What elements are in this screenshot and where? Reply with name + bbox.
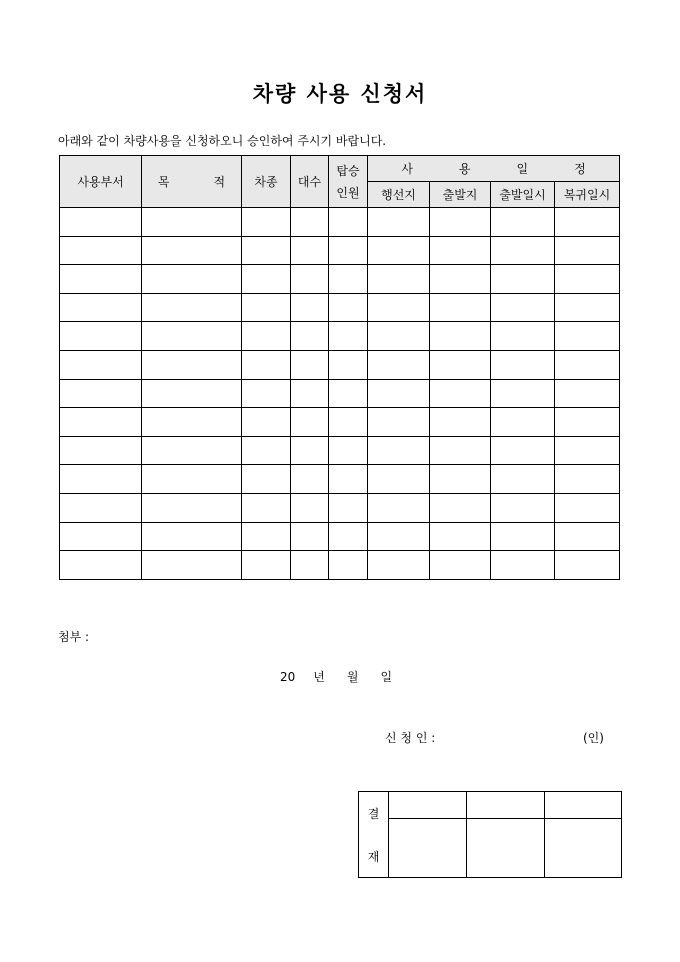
table-cell[interactable] [329, 236, 368, 265]
table-cell[interactable] [242, 379, 291, 408]
table-cell[interactable] [329, 465, 368, 494]
table-cell[interactable] [555, 522, 620, 551]
table-cell[interactable] [142, 465, 242, 494]
table-cell[interactable] [555, 265, 620, 294]
table-cell[interactable] [291, 436, 329, 465]
header-dept: 사용부서 [60, 156, 142, 208]
table-cell[interactable] [291, 522, 329, 551]
table-cell[interactable] [142, 293, 242, 322]
table-cell[interactable] [142, 379, 242, 408]
header-destination: 행선지 [368, 182, 430, 208]
approval-title-cell [545, 792, 622, 819]
vehicle-request-table [59, 155, 620, 580]
table-cell[interactable] [142, 236, 242, 265]
table-cell[interactable] [291, 408, 329, 437]
table-cell[interactable] [555, 322, 620, 351]
table-row [60, 493, 620, 522]
header-purpose-char1: 목 [157, 175, 170, 189]
table-cell[interactable] [329, 322, 368, 351]
table-cell[interactable] [491, 465, 555, 494]
table-cell[interactable] [329, 350, 368, 379]
table-cell[interactable] [491, 265, 555, 294]
table-cell[interactable] [60, 236, 142, 265]
table-cell[interactable] [60, 293, 142, 322]
table-cell[interactable] [329, 522, 368, 551]
table-cell[interactable] [242, 350, 291, 379]
table-body [60, 208, 620, 580]
table-cell[interactable] [242, 322, 291, 351]
table-cell[interactable] [291, 379, 329, 408]
table-cell[interactable] [555, 551, 620, 580]
table-cell[interactable] [60, 465, 142, 494]
table-cell[interactable] [368, 465, 430, 494]
table-cell[interactable] [291, 236, 329, 265]
table-cell[interactable] [242, 208, 291, 237]
table-cell[interactable] [555, 493, 620, 522]
table-cell[interactable] [555, 293, 620, 322]
table-row [60, 293, 620, 322]
table-cell[interactable] [368, 293, 430, 322]
table-cell[interactable] [430, 493, 491, 522]
table-cell[interactable] [430, 265, 491, 294]
table-row [60, 350, 620, 379]
header-schedule [368, 156, 620, 182]
table-cell[interactable] [555, 350, 620, 379]
table-row [60, 208, 620, 237]
table-cell[interactable] [242, 265, 291, 294]
approval-char2: 재 [367, 849, 380, 864]
table-cell[interactable] [491, 208, 555, 237]
table-cell[interactable] [430, 350, 491, 379]
header-departure-place: 출발지 [430, 182, 491, 208]
table-cell[interactable] [60, 350, 142, 379]
table-cell[interactable] [242, 293, 291, 322]
table-row [60, 465, 620, 494]
table-cell[interactable] [430, 208, 491, 237]
approval-title-cell [389, 792, 467, 819]
table-cell[interactable] [430, 293, 491, 322]
table-row [60, 436, 620, 465]
table-cell[interactable] [368, 350, 430, 379]
table-cell[interactable] [142, 208, 242, 237]
table-cell[interactable] [491, 408, 555, 437]
table-cell[interactable] [291, 322, 329, 351]
table-cell[interactable] [329, 408, 368, 437]
header-riders-line1: 탑승 [336, 163, 360, 178]
table-cell[interactable] [329, 265, 368, 294]
table-cell[interactable] [555, 465, 620, 494]
table-cell[interactable] [60, 265, 142, 294]
header-purpose [142, 156, 242, 208]
schedule-char: 사 [401, 162, 413, 176]
date-year-prefix: 20 [280, 670, 296, 684]
table-cell[interactable] [242, 408, 291, 437]
table-cell[interactable] [242, 236, 291, 265]
table-cell[interactable] [368, 265, 430, 294]
table-cell[interactable] [142, 522, 242, 551]
table-cell[interactable] [368, 522, 430, 551]
table-cell[interactable] [368, 493, 430, 522]
header-purpose-char2: 적 [213, 175, 226, 189]
table-cell[interactable] [291, 551, 329, 580]
table-cell[interactable] [368, 236, 430, 265]
table-cell[interactable] [242, 465, 291, 494]
schedule-char: 일 [516, 162, 529, 176]
table-row [60, 265, 620, 294]
intro-text: 아래와 같이 차량사용을 신청하오니 승인하여 주시기 바랍니다. [58, 134, 387, 148]
table-cell[interactable] [60, 436, 142, 465]
table-cell[interactable] [329, 551, 368, 580]
table-cell[interactable] [291, 350, 329, 379]
table-cell[interactable] [60, 322, 142, 351]
date-month: 월 [346, 670, 359, 684]
table-cell[interactable] [368, 436, 430, 465]
table-cell[interactable] [555, 236, 620, 265]
table-cell[interactable] [430, 379, 491, 408]
table-cell[interactable] [142, 265, 242, 294]
table-cell[interactable] [491, 350, 555, 379]
table-cell[interactable] [329, 208, 368, 237]
table-cell[interactable] [60, 379, 142, 408]
table-cell[interactable] [555, 208, 620, 237]
table-cell[interactable] [368, 551, 430, 580]
header-car-type: 차종 [242, 156, 291, 208]
table-row [60, 522, 620, 551]
table-cell[interactable] [430, 322, 491, 351]
table-cell[interactable] [555, 436, 620, 465]
date-year: 년 [313, 670, 325, 684]
table-cell[interactable] [329, 379, 368, 408]
approval-sign-cell [389, 819, 467, 878]
table-cell[interactable] [491, 551, 555, 580]
table-cell[interactable] [491, 493, 555, 522]
table-cell[interactable] [242, 522, 291, 551]
table-cell[interactable] [430, 522, 491, 551]
header-departure-time: 출발일시 [491, 182, 555, 208]
table-cell[interactable] [60, 208, 142, 237]
table-cell[interactable] [491, 379, 555, 408]
approval-label [359, 792, 389, 878]
approval-sign-cell [545, 819, 622, 878]
table-cell[interactable] [491, 322, 555, 351]
table-row [60, 551, 620, 580]
table-cell[interactable] [430, 436, 491, 465]
approval-box [358, 791, 622, 878]
table-cell[interactable] [291, 293, 329, 322]
table-cell[interactable] [291, 208, 329, 237]
table-cell[interactable] [430, 236, 491, 265]
table-cell[interactable] [329, 493, 368, 522]
table-cell[interactable] [491, 436, 555, 465]
table-cell[interactable] [329, 293, 368, 322]
approval-sign-cell [467, 819, 545, 878]
table-cell[interactable] [329, 436, 368, 465]
table-cell[interactable] [368, 322, 430, 351]
table-cell[interactable] [430, 465, 491, 494]
document-title: 차량 사용 신청서 [252, 81, 428, 106]
header-return-time: 복귀일시 [555, 182, 620, 208]
table-row [60, 379, 620, 408]
table-cell[interactable] [291, 493, 329, 522]
attachment-label: 첨부 : [58, 630, 90, 644]
table-cell[interactable] [555, 379, 620, 408]
date-line [280, 668, 392, 685]
table-row [60, 322, 620, 351]
table-cell[interactable] [368, 208, 430, 237]
date-day: 일 [380, 670, 393, 684]
approval-title-cell [467, 792, 545, 819]
table-cell[interactable] [242, 436, 291, 465]
table-cell[interactable] [491, 293, 555, 322]
approval-char1: 결 [367, 806, 380, 821]
table-cell[interactable] [60, 493, 142, 522]
table-cell[interactable] [142, 436, 242, 465]
table-cell[interactable] [291, 265, 329, 294]
table-cell[interactable] [142, 493, 242, 522]
table-cell[interactable] [60, 408, 142, 437]
table-cell[interactable] [430, 551, 491, 580]
table-cell[interactable] [242, 493, 291, 522]
table-cell[interactable] [368, 408, 430, 437]
header-riders [329, 156, 368, 208]
table-cell[interactable] [60, 551, 142, 580]
applicant-label: 신 청 인 : [385, 731, 436, 745]
table-row [60, 408, 620, 437]
table-cell[interactable] [430, 408, 491, 437]
schedule-char: 용 [458, 162, 471, 176]
seal-mark: (인) [583, 731, 604, 745]
table-cell[interactable] [555, 408, 620, 437]
table-cell[interactable] [242, 551, 291, 580]
table-cell[interactable] [291, 465, 329, 494]
table-cell[interactable] [60, 522, 142, 551]
table-cell[interactable] [142, 350, 242, 379]
table-cell[interactable] [142, 322, 242, 351]
header-count: 대수 [291, 156, 329, 208]
table-cell[interactable] [491, 522, 555, 551]
table-row [60, 236, 620, 265]
table-cell[interactable] [142, 408, 242, 437]
header-riders-line2: 인원 [336, 185, 360, 200]
schedule-char: 정 [574, 162, 586, 176]
table-cell[interactable] [368, 379, 430, 408]
table-cell[interactable] [142, 551, 242, 580]
table-cell[interactable] [491, 236, 555, 265]
